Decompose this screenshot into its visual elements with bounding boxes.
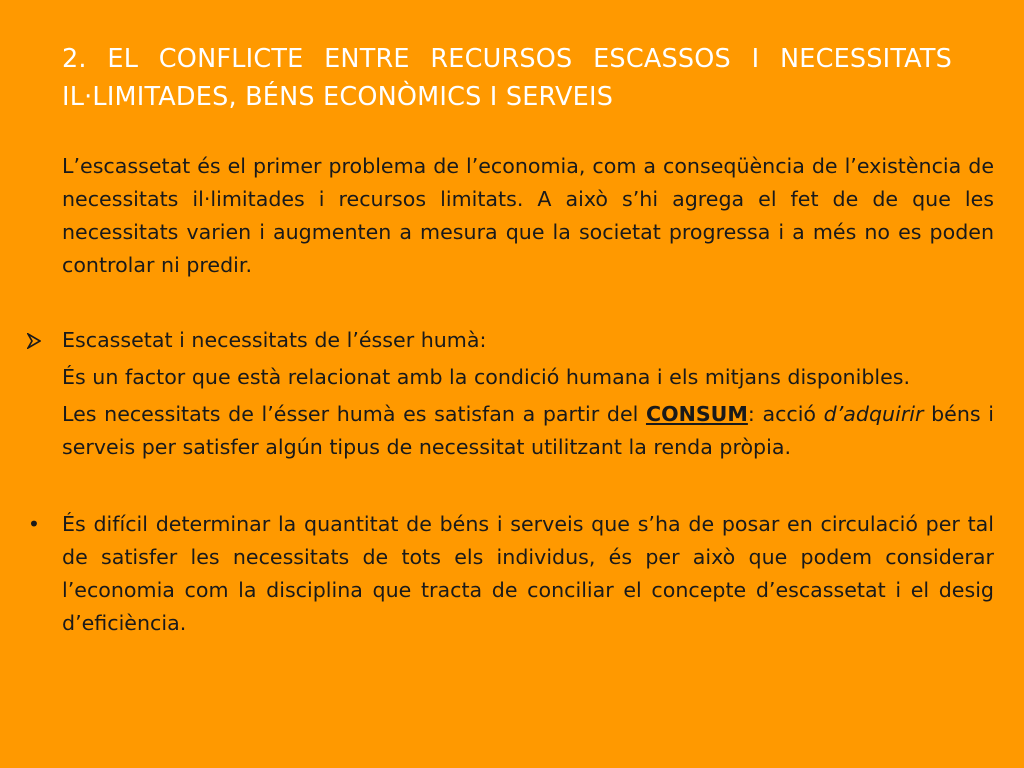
bullet2-text: És difícil determinar la quantitat de béns i serveis que s’ha de posar en circulació per tal de satisfer les necessitats de tots els individus, és per això que podem considerar l’economia com la disciplina que tracta de conciliar el concepte d’escassetat i el desig d’eficiència. <box>62 512 994 635</box>
consum-term: CONSUM <box>645 402 748 426</box>
slide-body <box>22 150 994 640</box>
bullet-item-scarcity <box>22 324 994 357</box>
para2-text-before: Les necessitats de l’ésser humà es satisfan a partir del <box>62 402 646 426</box>
intro-paragraph: L’escassetat és el primer problema de l’economia, com a conseqüència de l’existència de necessitats il·limitades i recursos limitats. A això s’hi agrega el fet de de que les necessitats varien i augmenten a mesura que la societat progressa i a més no es poden controlar ni predir. <box>62 154 994 277</box>
dot-bullet-icon: • <box>27 512 41 536</box>
bullet1-paragraph-1: És un factor que està relacionat amb la condició humana i els mitjans disponibles. <box>62 365 911 389</box>
para2-text-after: béns i serveis per satisfer algún tipus de necessitat utilitzant la renda pròpia. <box>62 402 994 459</box>
bullet-item-difficulty <box>22 508 994 640</box>
bullet1-paragraph-2 <box>22 398 994 464</box>
bullet-heading: Escassetat i necessitats de l’ésser humà: <box>62 328 487 352</box>
adquirir-term: d’adquirir <box>823 402 924 426</box>
para2-text-mid: : acció <box>747 402 824 426</box>
arrow-bullet-icon <box>22 324 46 357</box>
slide-title: 2. EL CONFLICTE ENTRE RECURSOS ESCASSOS I NECESSITATS IL·LIMITADES, BÉNS ECONÒMICS I SERVEIS <box>62 44 952 112</box>
